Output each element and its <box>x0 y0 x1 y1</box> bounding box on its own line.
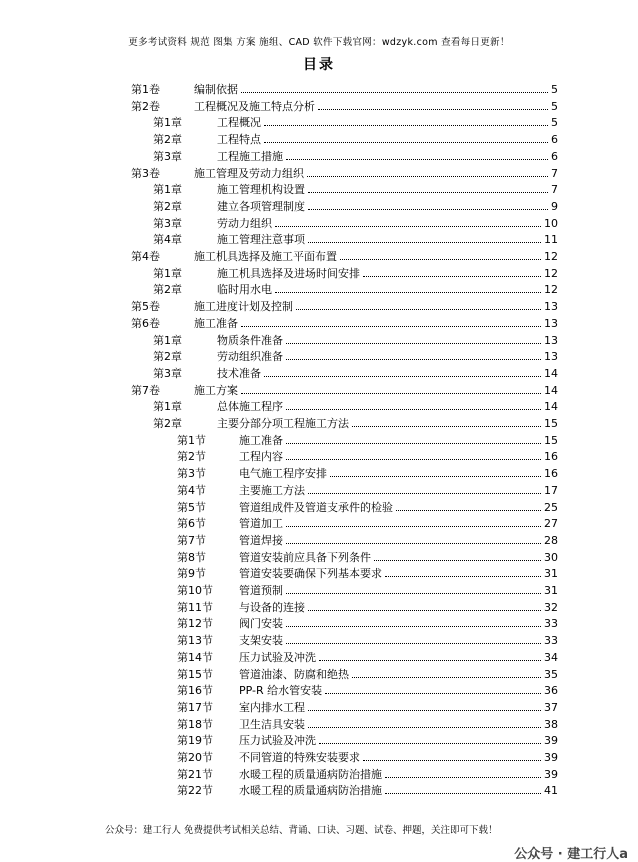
toc-entry-number: 第10节 <box>177 584 213 597</box>
toc-entry-page: 39 <box>544 751 558 764</box>
toc-dot-leader <box>319 743 541 744</box>
toc-entry-title: 工程概况 <box>217 116 261 130</box>
toc-entry-number: 第1章 <box>153 266 182 280</box>
toc-entry-title: 电气施工程序安排 <box>239 467 327 481</box>
toc-entry-page: 32 <box>544 600 558 614</box>
toc-entry-page: 38 <box>544 717 558 731</box>
toc-entry-number: 第6卷 <box>131 316 160 330</box>
toc-entry-page: 7 <box>551 183 558 197</box>
toc-entry[interactable] <box>177 748 558 764</box>
toc-dot-leader <box>286 626 541 627</box>
toc-entry-title: 劳动组织准备 <box>217 350 283 364</box>
toc-entry-title: 劳动力组织 <box>217 216 272 230</box>
toc-entry-page: 30 <box>544 550 558 564</box>
toc-entry-title: 施工进度计划及控制 <box>194 300 293 314</box>
toc-dot-leader <box>325 693 541 694</box>
toc-entry-page: 39 <box>544 767 558 781</box>
toc-entry-title: 物质条件准备 <box>217 333 283 347</box>
toc-entry-number: 第16节 <box>177 684 213 698</box>
toc-entry[interactable] <box>177 665 558 681</box>
toc-entry-page: 5 <box>551 99 558 113</box>
toc-entry[interactable] <box>153 331 558 347</box>
toc-entry[interactable] <box>177 514 558 530</box>
toc-entry-number: 第2章 <box>153 417 182 430</box>
toc-entry[interactable] <box>177 731 558 747</box>
toc-entry[interactable] <box>177 498 558 514</box>
toc-entry[interactable] <box>177 681 558 697</box>
toc-entry[interactable] <box>177 631 558 647</box>
toc-entry-title: 施工管理注意事项 <box>217 233 305 247</box>
toc-entry-title: 施工方案 <box>194 383 238 397</box>
toc-entry-title: 管道组成件及管道支承件的检验 <box>239 500 393 514</box>
toc-entry[interactable] <box>153 113 558 129</box>
toc-entry-page: 33 <box>544 617 558 631</box>
toc-entry[interactable] <box>177 614 558 630</box>
toc-entry[interactable] <box>177 464 558 480</box>
toc-entry-title: 施工机具选择及施工平面布置 <box>194 250 337 263</box>
toc-dot-leader <box>241 326 541 327</box>
toc-entry-title: 与设备的连接 <box>239 600 305 614</box>
toc-entry[interactable] <box>153 264 558 280</box>
watermark-text: 公众号 · 建工行人a <box>514 847 628 862</box>
toc-dot-leader <box>286 443 541 444</box>
toc-entry-page: 27 <box>544 517 558 531</box>
toc-entry-page: 12 <box>544 283 558 297</box>
toc-entry[interactable] <box>177 698 558 714</box>
toc-entry-title: 不同管道的特殊安装要求 <box>239 751 360 764</box>
toc-entry-title: 施工管理机构设置 <box>217 183 305 197</box>
toc-entry[interactable] <box>131 314 558 330</box>
toc-entry-page: 17 <box>544 483 558 497</box>
toc-dot-leader <box>308 493 541 494</box>
toc-dot-leader <box>286 593 541 594</box>
toc-entry-title: 压力试验及冲洗 <box>239 650 316 664</box>
toc-entry[interactable] <box>131 381 558 397</box>
toc-entry[interactable] <box>153 147 558 163</box>
toc-entry-number: 第21节 <box>177 767 213 781</box>
toc-dot-leader <box>318 109 548 110</box>
toc-dot-leader <box>286 159 548 160</box>
toc-entry-title: 阀门安装 <box>239 617 283 631</box>
toc-entry-page: 9 <box>551 199 558 213</box>
toc-entry-number: 第4卷 <box>131 250 160 263</box>
toc-entry-page: 13 <box>544 300 558 314</box>
toc-entry[interactable] <box>177 548 558 564</box>
toc-entry-title: 管道安装前应具备下列条件 <box>239 550 371 564</box>
toc-entry-number: 第18节 <box>177 717 213 731</box>
toc-entry-page: 12 <box>544 250 558 263</box>
toc-entry-page: 7 <box>551 166 558 180</box>
toc-entry-page: 6 <box>551 133 558 147</box>
toc-entry-page: 14 <box>544 383 558 397</box>
toc-entry-number: 第5节 <box>177 500 206 514</box>
toc-dot-leader <box>241 92 548 93</box>
toc-entry[interactable] <box>153 197 558 213</box>
toc-entry-page: 34 <box>544 650 558 664</box>
page-header: 更多考试资料 规范 图集 方案 施组、CAD 软件下载官网：wdzyk.com 查看每日更新！ <box>128 37 510 48</box>
toc-entry-title: 技术准备 <box>217 366 261 380</box>
toc-entry-title: 压力试验及冲洗 <box>239 734 316 748</box>
toc-entry-page: 37 <box>544 700 558 714</box>
toc-dot-leader <box>319 660 541 661</box>
toc-dot-leader <box>275 292 541 293</box>
toc-entry-number: 第1章 <box>153 116 182 130</box>
toc-entry-number: 第12节 <box>177 617 213 631</box>
toc-entry-title: 施工准备 <box>239 433 283 447</box>
toc-entry-page: 36 <box>544 684 558 698</box>
toc-entry-page: 31 <box>544 567 558 581</box>
toc-entry[interactable] <box>153 347 558 363</box>
toc-entry-number: 第1章 <box>153 333 182 347</box>
toc-entry-number: 第1卷 <box>131 83 160 96</box>
toc-entry-page: 28 <box>544 533 558 547</box>
toc-dot-leader <box>396 510 541 511</box>
toc-entry-page: 5 <box>551 116 558 130</box>
toc-entry-number: 第22节 <box>177 784 213 798</box>
toc-dot-leader <box>264 142 548 143</box>
toc-entry-title: 水暖工程的质量通病防治措施 <box>239 784 382 798</box>
page-footer: 公众号：建工行人 免费提供考试相关总结、背诵、口诀、习题、试卷、押题，关注即可下载！ <box>105 825 498 836</box>
toc-entry-number: 第15节 <box>177 667 213 681</box>
toc-entry-number: 第19节 <box>177 734 213 748</box>
toc-entry-number: 第17节 <box>177 700 213 714</box>
toc-entry-title: 卫生洁具安装 <box>239 717 305 731</box>
toc-entry[interactable] <box>131 297 558 313</box>
toc-dot-leader <box>286 459 541 460</box>
toc-entry-number: 第9节 <box>177 567 206 581</box>
toc-dot-leader <box>286 643 541 644</box>
toc-entry-number: 第7卷 <box>131 383 160 397</box>
toc-entry-page: 16 <box>544 467 558 481</box>
toc-entry-title: PP-R 给水管安装 <box>239 684 323 698</box>
toc-entry-number: 第5卷 <box>131 300 160 314</box>
toc-entry-number: 第3卷 <box>131 166 160 180</box>
toc-entry-page: 33 <box>544 634 558 648</box>
toc-entry-number: 第8节 <box>177 550 206 564</box>
toc-entry[interactable] <box>177 715 558 731</box>
toc-entry-number: 第4节 <box>177 483 206 497</box>
toc-entry-page: 15 <box>544 433 558 447</box>
toc-entry[interactable] <box>153 180 558 196</box>
toc-entry-title: 工程内容 <box>239 450 283 464</box>
toc-entry[interactable] <box>153 414 558 430</box>
toc-dot-leader <box>286 343 541 344</box>
toc-entry-number: 第11节 <box>177 600 213 614</box>
toc-entry-page: 13 <box>544 350 558 364</box>
toc-dot-leader <box>308 710 541 711</box>
toc-entry[interactable] <box>153 214 558 230</box>
toc-entry-title: 临时用水电 <box>217 283 272 297</box>
toc-dot-leader <box>385 777 541 778</box>
toc-entry-page: 5 <box>551 83 558 96</box>
toc-entry-page: 11 <box>544 233 558 247</box>
toc-entry-number: 第6节 <box>177 517 206 531</box>
toc-entry-number: 第2章 <box>153 350 182 364</box>
toc-entry-page: 39 <box>544 734 558 748</box>
toc-entry-number: 第3节 <box>177 467 206 481</box>
page-title: 目录 <box>303 57 335 73</box>
toc-dot-leader <box>307 176 548 177</box>
toc-dot-leader <box>308 610 541 611</box>
toc-dot-leader <box>352 677 541 678</box>
toc-entry-page: 13 <box>544 316 558 330</box>
toc-entry-title: 主要分部分项工程施工方法 <box>217 417 349 430</box>
toc-entry-page: 41 <box>544 784 558 798</box>
toc-entry[interactable] <box>177 564 558 580</box>
toc-entry-title: 编制依据 <box>194 83 238 96</box>
toc-entry-number: 第3章 <box>153 216 182 230</box>
toc-entry[interactable] <box>177 447 558 463</box>
toc-entry[interactable] <box>177 781 558 797</box>
toc-entry[interactable] <box>177 598 558 614</box>
toc-entry-title: 管道安装要确保下列基本要求 <box>239 567 382 581</box>
toc-entry-title: 施工机具选择及进场时间安排 <box>217 266 360 280</box>
toc-entry-title: 施工准备 <box>194 316 238 330</box>
toc-entry-number: 第2卷 <box>131 99 160 113</box>
toc-entry-number: 第3章 <box>153 366 182 380</box>
toc-entry-page: 14 <box>544 400 558 414</box>
toc-entry[interactable] <box>177 581 558 597</box>
toc-entry-title: 施工管理及劳动力组织 <box>194 166 304 180</box>
toc-entry-title: 管道预制 <box>239 584 283 597</box>
toc-dot-leader <box>275 226 541 227</box>
toc-dot-leader <box>286 359 541 360</box>
toc-entry[interactable] <box>153 397 558 413</box>
toc-entry[interactable] <box>177 531 558 547</box>
toc-entry-number: 第1章 <box>153 183 182 197</box>
toc-entry-number: 第14节 <box>177 650 213 664</box>
toc-dot-leader <box>241 393 541 394</box>
toc-entry-number: 第1节 <box>177 433 206 447</box>
toc-dot-leader <box>374 560 541 561</box>
toc-entry-title: 工程施工措施 <box>217 149 283 163</box>
toc-entry-title: 管道焊接 <box>239 533 283 547</box>
toc-dot-leader <box>308 727 541 728</box>
toc-entry-number: 第4章 <box>153 233 182 247</box>
toc-entry[interactable] <box>131 164 558 180</box>
toc-dot-leader <box>385 793 541 794</box>
toc-entry-title: 工程概况及施工特点分析 <box>194 99 315 113</box>
toc-entry-page: 12 <box>544 266 558 280</box>
toc-entry-title: 室内排水工程 <box>239 700 305 714</box>
toc-entry-title: 主要施工方法 <box>239 483 305 497</box>
toc-entry-page: 16 <box>544 450 558 464</box>
toc-entry-number: 第13节 <box>177 634 213 648</box>
toc-dot-leader <box>296 309 541 310</box>
toc-dot-leader <box>363 760 541 761</box>
toc-dot-leader <box>330 476 541 477</box>
toc-dot-leader <box>286 526 541 527</box>
toc-dot-leader <box>308 242 541 243</box>
toc-entry-page: 13 <box>544 333 558 347</box>
toc-dot-leader <box>352 426 541 427</box>
toc-entry[interactable] <box>177 648 558 664</box>
toc-entry[interactable] <box>177 765 558 781</box>
toc-entry-page: 6 <box>551 149 558 163</box>
toc-entry-title: 总体施工程序 <box>217 400 283 414</box>
toc-entry[interactable] <box>153 280 558 296</box>
toc-dot-leader <box>264 125 548 126</box>
toc-entry[interactable] <box>131 97 558 113</box>
toc-dot-leader <box>340 259 541 260</box>
toc-dot-leader <box>308 209 548 210</box>
toc-dot-leader <box>264 376 541 377</box>
toc-entry-title: 支架安装 <box>239 634 283 648</box>
toc-entry-page: 15 <box>544 417 558 430</box>
toc-entry-number: 第2章 <box>153 133 182 147</box>
toc-entry-page: 31 <box>544 584 558 597</box>
toc-entry-number: 第20节 <box>177 751 213 764</box>
toc-entry-number: 第2章 <box>153 283 182 297</box>
toc-entry[interactable] <box>153 364 558 380</box>
toc-entry[interactable] <box>177 431 558 447</box>
toc-entry-page: 10 <box>544 216 558 230</box>
toc-entry[interactable] <box>177 481 558 497</box>
toc-entry[interactable] <box>131 80 558 96</box>
toc-entry-page: 35 <box>544 667 558 681</box>
toc-entry-number: 第2章 <box>153 199 182 213</box>
toc-entry-number: 第2节 <box>177 450 206 464</box>
toc-entry-number: 第1章 <box>153 400 182 414</box>
toc-entry-page: 25 <box>544 500 558 514</box>
toc-entry[interactable] <box>131 247 558 263</box>
toc-entry-title: 建立各项管理制度 <box>217 199 305 213</box>
toc-entry-title: 管道油漆、防腐和绝热 <box>239 667 349 681</box>
toc-entry-title: 管道加工 <box>239 517 283 531</box>
toc-entry-title: 工程特点 <box>217 133 261 147</box>
toc-entry-number: 第7节 <box>177 533 206 547</box>
toc-entry-page: 14 <box>544 366 558 380</box>
toc-dot-leader <box>286 409 541 410</box>
toc-dot-leader <box>385 576 541 577</box>
toc-entry-number: 第3章 <box>153 149 182 163</box>
toc-entry[interactable] <box>153 230 558 246</box>
toc-dot-leader <box>363 276 541 277</box>
toc-entry[interactable] <box>153 130 558 146</box>
toc-dot-leader <box>308 192 548 193</box>
toc-dot-leader <box>286 543 541 544</box>
toc-entry-title: 水暖工程的质量通病防治措施 <box>239 767 382 781</box>
